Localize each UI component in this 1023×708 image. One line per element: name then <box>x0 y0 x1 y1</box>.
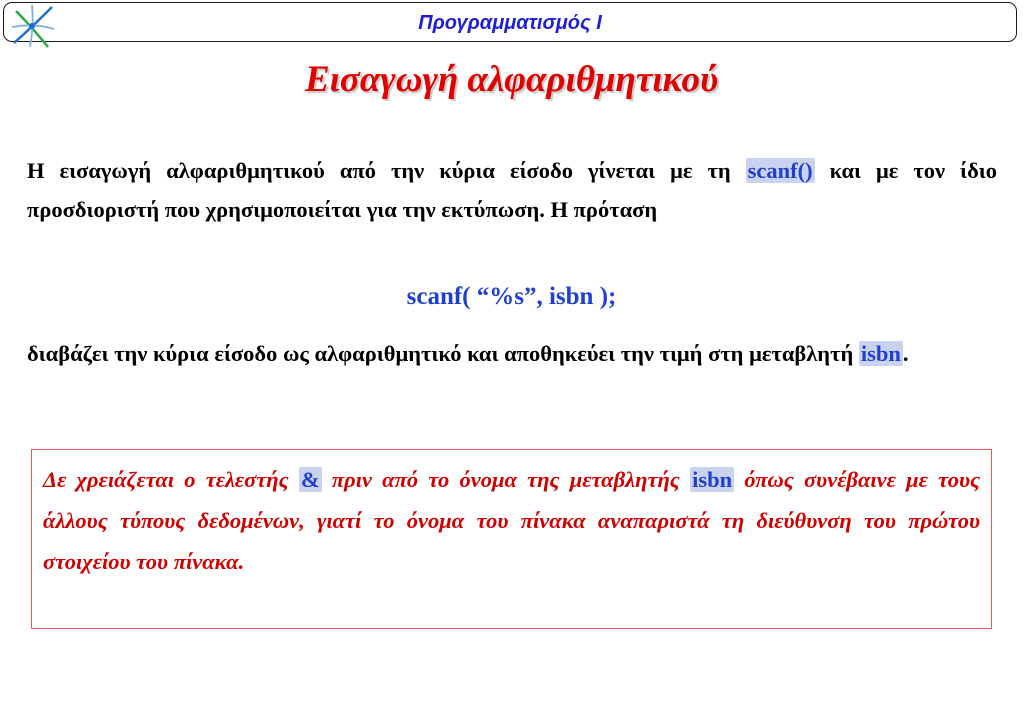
explanation-text-2: . <box>902 341 909 366</box>
note-text-1: Δε χρειάζεται ο τελεστής <box>43 467 299 492</box>
isbn-code-highlight: isbn <box>860 341 901 366</box>
header-bar <box>3 2 1017 42</box>
note-text-3: όπως συνέβαινε με τους άλλους τύπους δεδομένων, γιατί το όνομα του πίνακα αναπαριστά τη διεύθυνση του πρώτου στοιχείου του πίνακα. <box>43 467 981 574</box>
note-isbn-highlight: isbn <box>692 467 733 492</box>
ampersand-highlight: & <box>300 467 320 492</box>
code-example: scanf( “%s”, isbn ); <box>406 283 617 310</box>
scanf-code-highlight: scanf() <box>747 158 813 183</box>
explanation-paragraph <box>27 334 997 373</box>
note-text-2: πριν από το όνομα της μεταβλητής <box>321 467 691 492</box>
course-title: Προγραμματισμός Ι <box>418 12 602 34</box>
note-box <box>31 449 992 629</box>
intro-text-1: Η εισαγωγή αλφαριθμητικού από την κύρια είσοδο γίνεται με τη <box>27 158 746 183</box>
explanation-text-1: διαβάζει την κύρια είσοδο ως αλφαριθμητικό και αποθηκεύει την τιμή στη μεταβλητή <box>27 341 859 366</box>
intro-text-2: και με τον ίδιο προσδιοριστή που χρησιμοποιείται για την εκτύπωση. Η πρόταση <box>27 158 997 222</box>
intro-paragraph <box>27 151 997 229</box>
slide-title: Εισαγωγή αλφαριθμητικού <box>304 59 719 100</box>
note-text <box>43 459 980 582</box>
